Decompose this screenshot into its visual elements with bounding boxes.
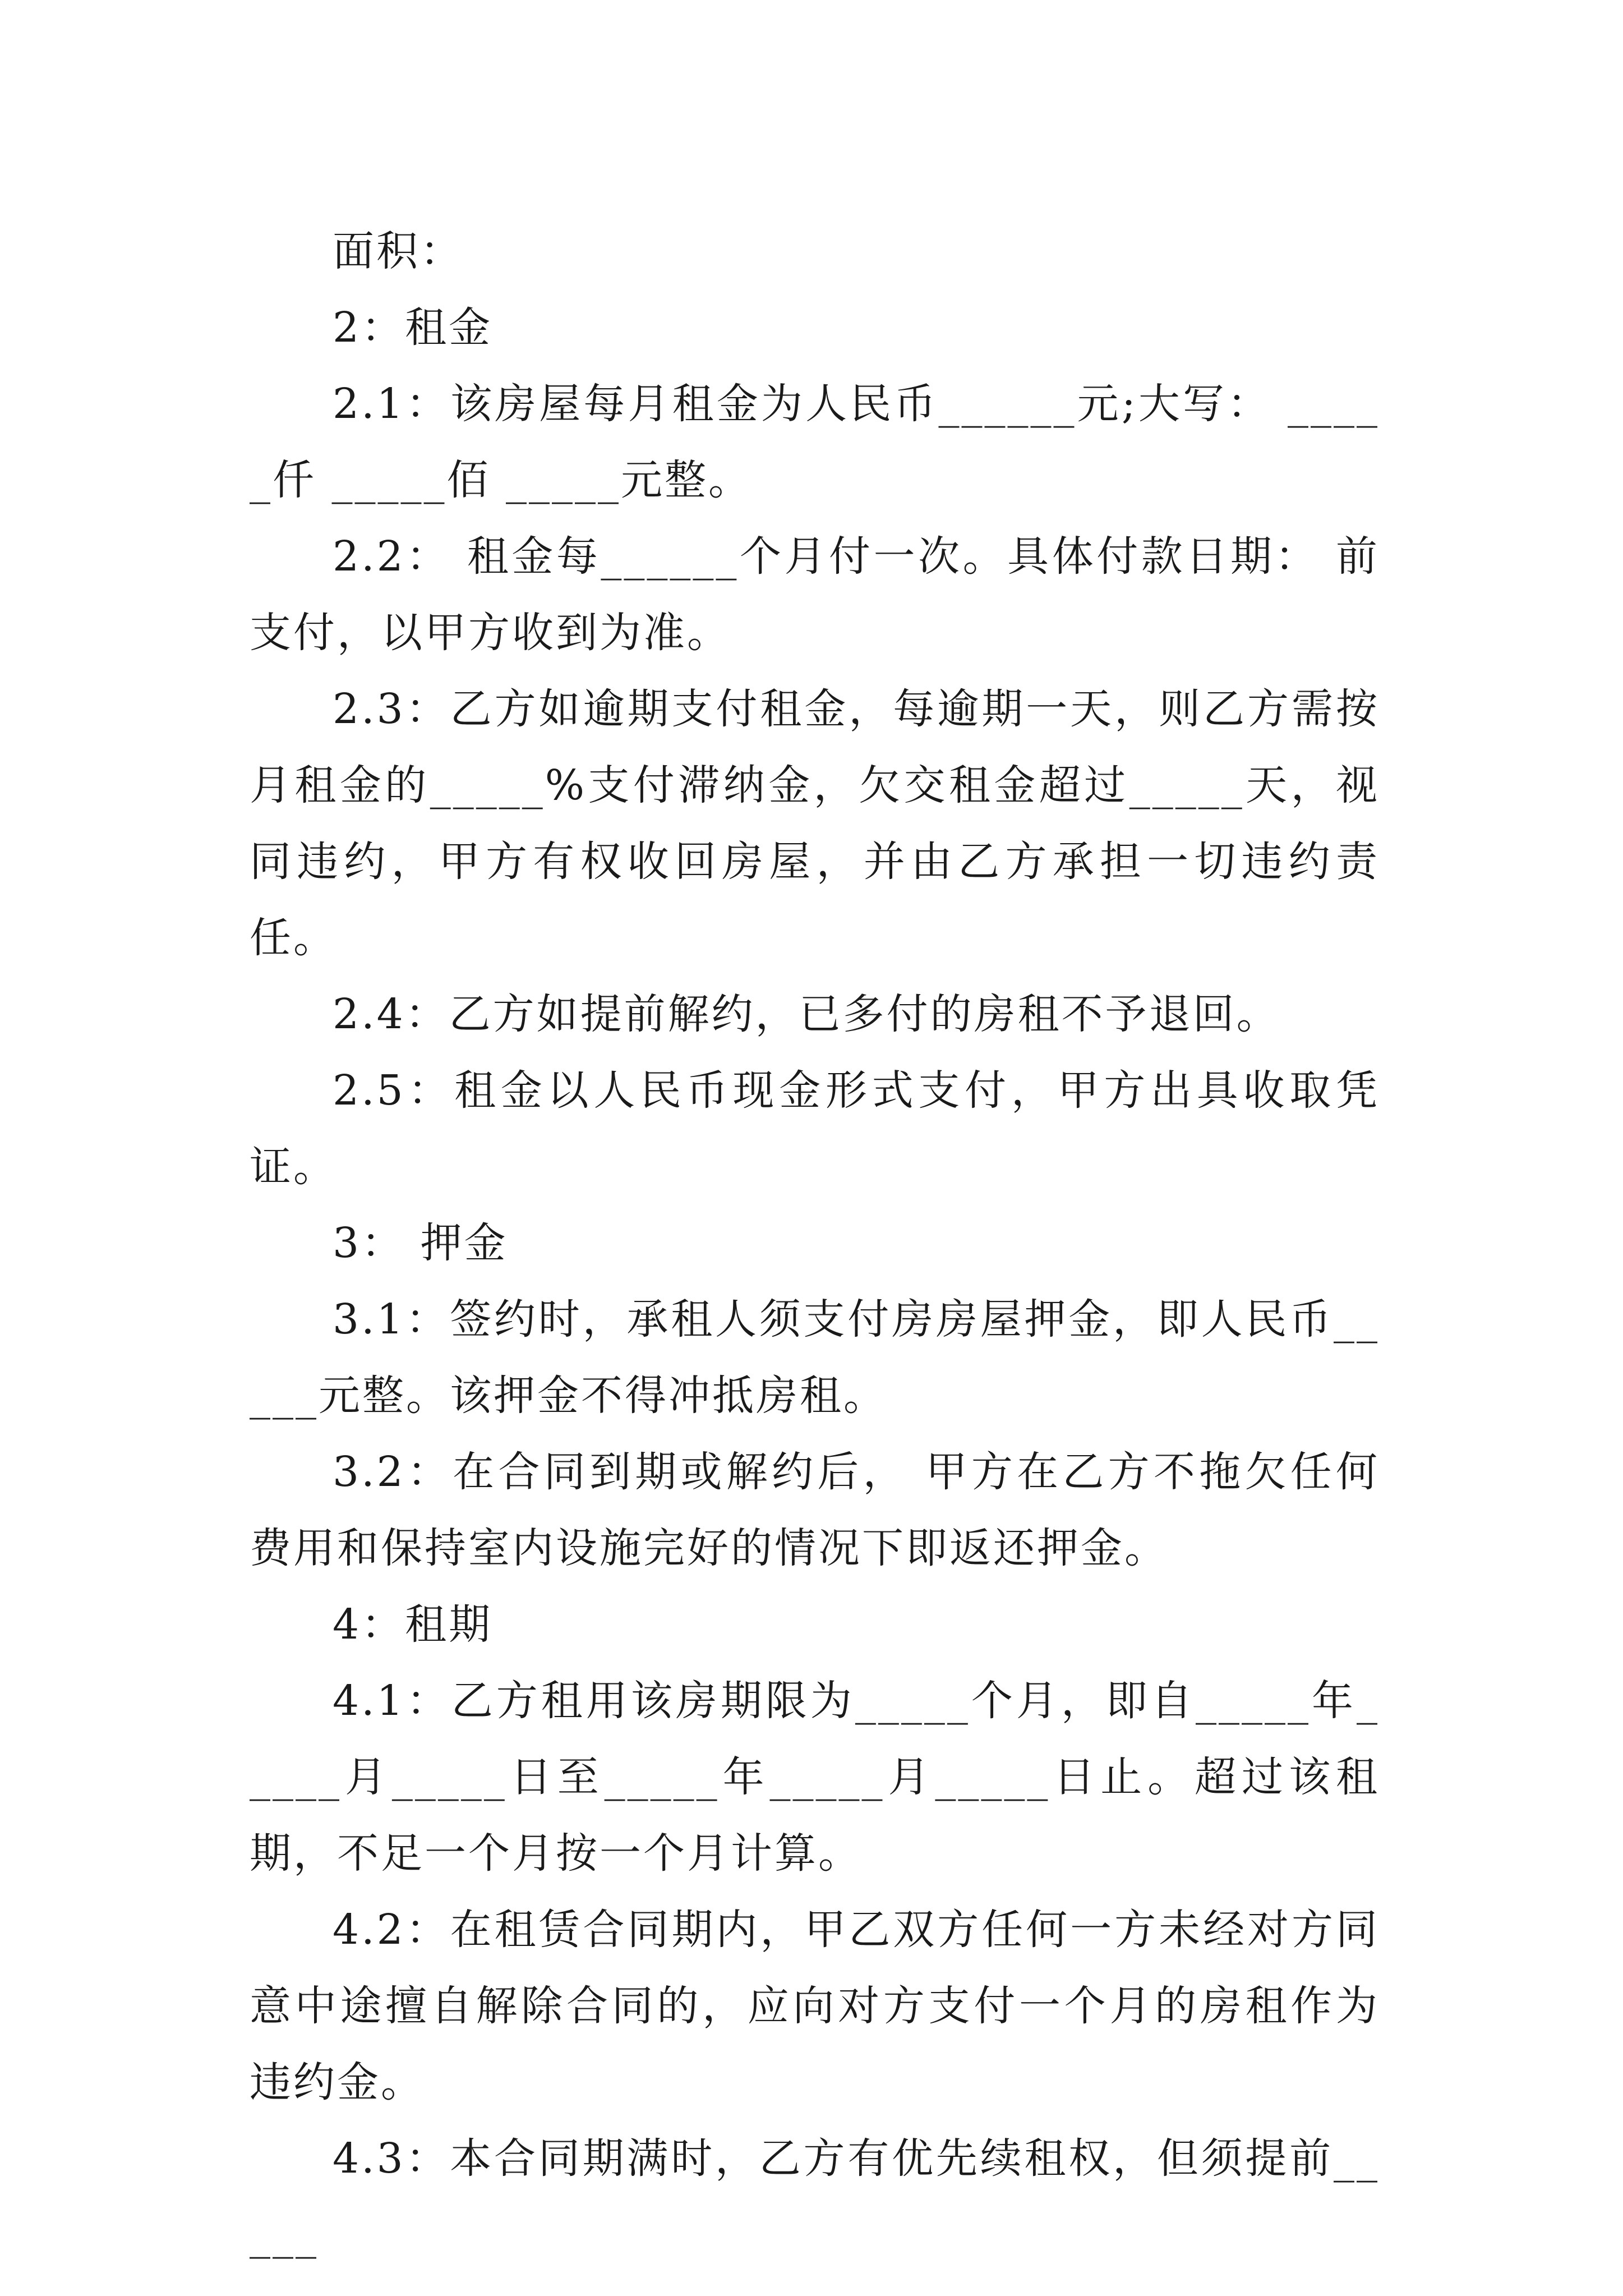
clause-2-3: 2.3：乙方如逾期支付租金，每逾期一天，则乙方需按月租金的_____%支付滞纳金，欠交租金超过_____天，视同违约，甲方有权收回房屋，并由乙方承担一切违约责任。: [250, 685, 1380, 962]
heading-lease-term: 4：租期: [333, 1600, 493, 1649]
heading-deposit: 3： 押金: [333, 1219, 508, 1267]
paragraph-area: 面积：: [333, 227, 464, 275]
clause-4-3: 4.3：本合同期满时，乙方有优先续租权，但须提前_____: [250, 2134, 1380, 2259]
clause-4-1: 4.1：乙方租用该房期限为_____个月，即自_____年_____月_____日至_____年_____月_____日止。超过该租期，不足一个月按一个月计算。: [250, 1677, 1380, 1878]
clause-4-2: 4.2：在租赁合同期内，甲乙双方任何一方未经对方同意中途擅自解除合同的，应向对方支付一个月的房租作为违约金。: [250, 1906, 1380, 2106]
document-body: [250, 213, 1380, 2273]
clause-2-5: 2.5：租金以人民币现金形式支付，甲方出具收取凭证。: [250, 1066, 1380, 1191]
heading-rent: 2：租金: [333, 303, 493, 352]
clause-2-2: 2.2： 租金每______个月付一次。具体付款日期： 前支付，以甲方收到为准。: [250, 532, 1380, 657]
clause-3-1: 3.1：签约时，承租人须支付房房屋押金，即人民币_____元整。该押金不得冲抵房租。: [250, 1295, 1380, 1420]
clause-3-2: 3.2：在合同到期或解约后， 甲方在乙方不拖欠任何费用和保持室内设施完好的情况下即返还押金。: [250, 1448, 1380, 1572]
clause-2-1: 2.1：该房屋每月租金为人民币______元;大写： _____仟 _____佰 _____元整。: [250, 380, 1380, 504]
clause-2-4: 2.4：乙方如提前解约，已多付的房租不予退回。: [333, 990, 1280, 1038]
